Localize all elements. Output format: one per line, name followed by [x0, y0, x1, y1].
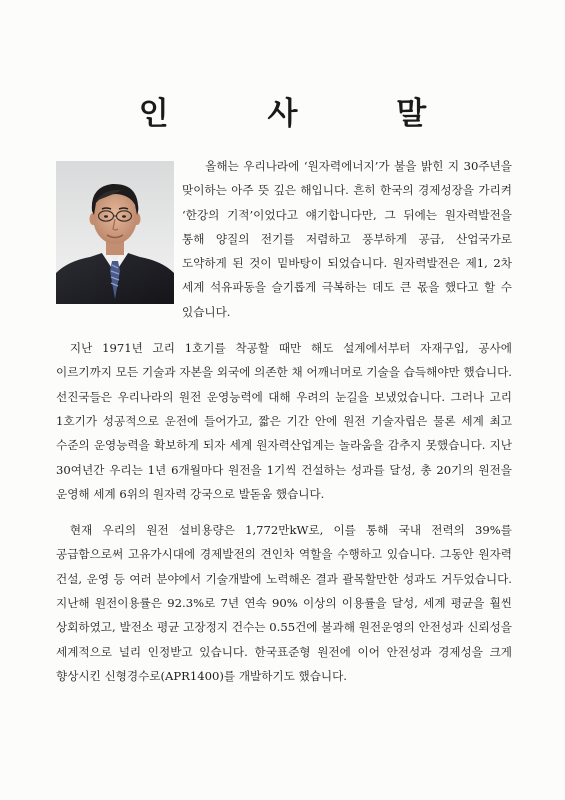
portrait-wrap-space: [56, 154, 182, 326]
letter-body: [56, 154, 512, 688]
paragraph-3: 현재 우리의 원전 설비용량은 1,772만kW로, 이를 통해 국내 전력의 39%를 공급함으로써 고유가시대에 경제발전의 견인차 역할을 수행하고 있습니다. 그동안 원자력 건설, 운영 등 여러 분야에서 기술개발에 노력해온 결과 괄목할만한 성과도 거두었습니다. 지난해 원전이용률은 92.3%로 7년 연속 90% 이상의 이용률을 달성, 세계 평균을 훨씬 상회하였고, 발전소 평균 고장정지 건수는 0.55건에 불과해 원전운영의 안전성과 신뢰성을 세계적으로 널리 인정받고 있습니다. 한국표준형 원전에 이어 안전성과 경제성을 크게 향상시킨 신형경수로(APR1400)를 개발하기도 했습니다.: [56, 523, 512, 683]
paragraph-1: 올해는 우리나라에 ‘원자력에너지’가 불을 밝힌 지 30주년을 맞이하는 아주 뜻 깊은 해입니다. 흔히 한국의 경제성장을 가리켜 ‘한강의 기적’이었다고 얘기합니다만, 그 뒤에는 원자력발전을 통해 양질의 전기를 저렴하고 풍부하게 공급, 산업국가로 도약하게 된 것이 밑바탕이 되었습니다. 원자력발전은 제1, 2차 세계 석유파동을 슬기롭게 극복하는 데도 큰 몫을 했다고 할 수 있습니다.: [182, 159, 512, 319]
paragraph-2: 지난 1971년 고리 1호기를 착공할 때만 해도 설계에서부터 자재구입, 공사에 이르기까지 모든 기술과 자본을 외국에 의존한 채 어깨너머로 기술을 습득해야만 했습니다. 선진국들은 우리나라의 원전 운영능력에 대해 우려의 눈길을 보냈었습니다. 그러나 고리 1호기가 성공적으로 운전에 들어가고, 짧은 기간 안에 원전 기술자립은 물론 세계 최고 수준의 운영능력을 확보하게 되자 세계 원자력산업계는 놀라움을 감추지 못했습니다. 지난 30여년간 우리는 1년 6개월마다 원전을 1기씩 건설하는 성과를 달성, 총 20기의 원전을 운영해 세계 6위의 원자력 강국으로 발돋움 했습니다.: [56, 341, 512, 501]
page-title: 인 사 말: [138, 96, 471, 132]
